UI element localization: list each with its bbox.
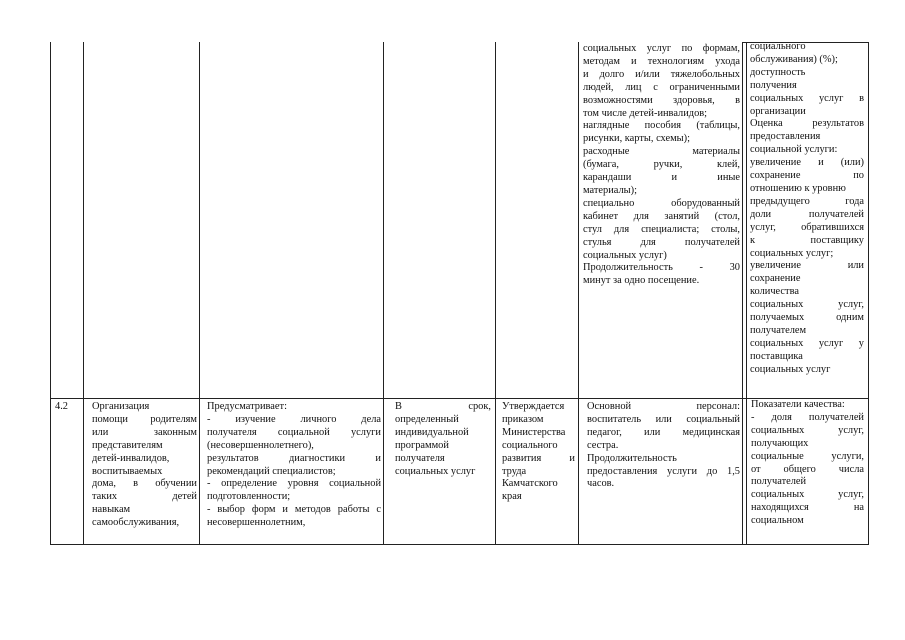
cell-text-line: получаемых одним [750,312,864,324]
cell-text-line: поставщика [750,350,803,362]
cell-text-line: развития и [502,452,575,464]
cell-text-line: социального [750,41,806,52]
cell-text-line: - определение уровня социальной [207,478,381,490]
cell-text-line: труда [502,465,527,477]
cell-text-line: получателей [751,476,807,488]
cell-text-line: навыкам [92,504,131,516]
cell-text-line: самообслуживания, [92,517,180,529]
cell-text-line: воспитатель или социальный [587,413,740,425]
cell-text-line: (несовершеннолетнего), [207,439,314,451]
cell-text-line: кабинет для занятий (стол, [583,210,740,222]
service-name-cell [92,401,197,542]
cell-text-line: людей, лиц с ограниченными [583,81,740,93]
cell-text-line: получения [750,79,797,91]
quality-indicators-cell [751,399,864,542]
cell-text-line: социальных услуг [395,465,476,477]
cell-text-line: представителям [92,439,163,451]
cell-text-line: результатов диагностики и [207,452,381,464]
cell-text-line: приказом [502,413,544,425]
cell-text-line: социальных услуг, [751,424,864,436]
cell-text-line: специально оборудованный [583,197,740,209]
cell-text-line: увеличение и (или) [750,157,864,169]
service-approval-cell [502,401,575,542]
cell-text-line: минут за одно посещение. [583,275,700,287]
continued-indicators-cell [750,41,864,397]
cell-text-line: Предусматривает: [207,401,287,412]
column-line-after-indicators [746,42,747,545]
column-line-right-border [868,42,869,545]
cell-text-line: отношению к уровню [750,182,846,194]
cell-text-line: возможностями здоровья, в [583,94,740,106]
column-line-after-number [83,42,84,545]
cell-text-line: социальных услуг [750,363,831,375]
cell-text-line: социальных услуг, [750,299,864,311]
cell-text-line: стулья для получателей [583,236,740,248]
cell-text-line: социальных услуг в [750,92,864,104]
cell-text-line: от общего числа [751,463,864,475]
row-number-cell [55,401,81,421]
cell-text-line: предоставления [750,131,821,143]
cell-text-line: рисунки, карты, схемы); [583,133,690,145]
cell-text-line: - доля получателей [751,411,864,423]
cell-text-line: программой [395,439,449,451]
service-term-cell [395,401,491,542]
cell-text-line: методам и технологиям ухода [583,55,740,67]
column-line-after-name [199,42,200,545]
cell-text-line: - выбор форм и методов работы с [207,504,381,516]
cell-text-line: социальном [751,515,804,527]
cell-text-line: Показатели качества: [751,399,845,410]
cell-text-line: доступность [750,66,806,78]
column-line-after-term [495,42,496,545]
cell-text-line: социальные услуги, [751,450,864,462]
cell-text-line: Министерства [502,426,566,438]
cell-text-line: предоставления услуги до 1,5 [587,465,740,477]
cell-text-line: помощи родителям [92,413,197,425]
cell-text-line: том числе детей-инвалидов; [583,107,708,119]
cell-text-line: - изучение личного дела [207,413,381,425]
cell-text-line: сестра. [587,439,619,451]
column-line-after-resources [742,42,743,545]
cell-text-line: стул для специалиста; столы, [583,223,740,235]
cell-text-line: (бумага, ручки, клей, [583,159,740,171]
cell-text-line: организации [750,105,806,117]
cell-text-line: педагог, или медицинская [587,426,740,438]
cell-text-line: находящихся на [751,502,864,514]
cell-text-line: и долго и/или тяжелобольных [583,68,740,80]
cell-text-line: расходные материалы [583,146,740,158]
cell-text-line: Утверждается [502,401,565,412]
cell-text-line: воспитываемых [92,465,163,477]
cell-text-line: часов. [587,478,615,490]
service-description-cell [207,401,381,542]
column-line-after-description [383,42,384,545]
cell-text-line: наглядные пособия (таблицы, [583,120,740,132]
cell-text-line: края [502,491,522,503]
row-number: 4.2 [55,401,68,412]
cell-text-line: социальных услуг; [750,247,834,259]
cell-text-line: определенный [395,413,459,425]
cell-text-line: карандаши и иные [583,172,740,184]
column-line-left-border [50,42,51,545]
continued-resources-cell [583,43,740,395]
cell-text-line: несовершеннолетним, [207,517,306,529]
column-line-after-approval [578,42,579,545]
cell-text-line: к поставщику [750,234,864,246]
cell-text-line: социальных услуг по формам, [583,43,740,54]
cell-text-line: Продолжительность - 30 [583,262,740,274]
cell-text-line: сохранение [750,273,801,285]
cell-text-line: детей-инвалидов, [92,452,170,464]
cell-text-line: социальных услуг, [751,489,864,501]
cell-text-line: социальных услуг у [750,337,864,349]
cell-text-line: сохранение по [750,170,864,182]
cell-text-line: Организация [92,401,150,412]
cell-text-line: предыдущего года [750,195,864,207]
cell-text-line: Основной персонал: [587,401,740,412]
cell-text-line: индивидуальной [395,426,469,438]
cell-text-line: Камчатского [502,478,558,490]
cell-text-line: получающих [751,437,809,449]
cell-text-line: В срок, [395,401,491,412]
cell-text-line: социальной услуги: [750,144,838,156]
cell-text-line: получателем [750,324,807,336]
cell-text-line: Оценка результатов [750,118,864,130]
cell-text-line: увеличение или [750,260,864,272]
cell-text-line: доли получателей [750,208,864,220]
cell-text-line: социальных услуг) [583,249,667,261]
service-resources-cell [587,401,740,542]
cell-text-line: таких детей [92,491,197,503]
cell-text-line: или законным [92,426,197,438]
cell-text-line: услуг, обратившихся [750,221,864,233]
cell-text-line: материалы); [583,184,637,196]
cell-text-line: рекомендаций специалистов; [207,465,336,477]
cell-text-line: количества [750,286,799,298]
cell-text-line: получателя [395,452,445,464]
cell-text-line: подготовленности; [207,491,291,503]
cell-text-line: получателя социальной услуги [207,426,381,438]
cell-text-line: Продолжительность [587,452,677,464]
cell-text-line: социального [502,439,558,451]
cell-text-line: обслуживания) (%); [750,53,838,65]
cell-text-line: дома, в обучении [92,478,197,490]
